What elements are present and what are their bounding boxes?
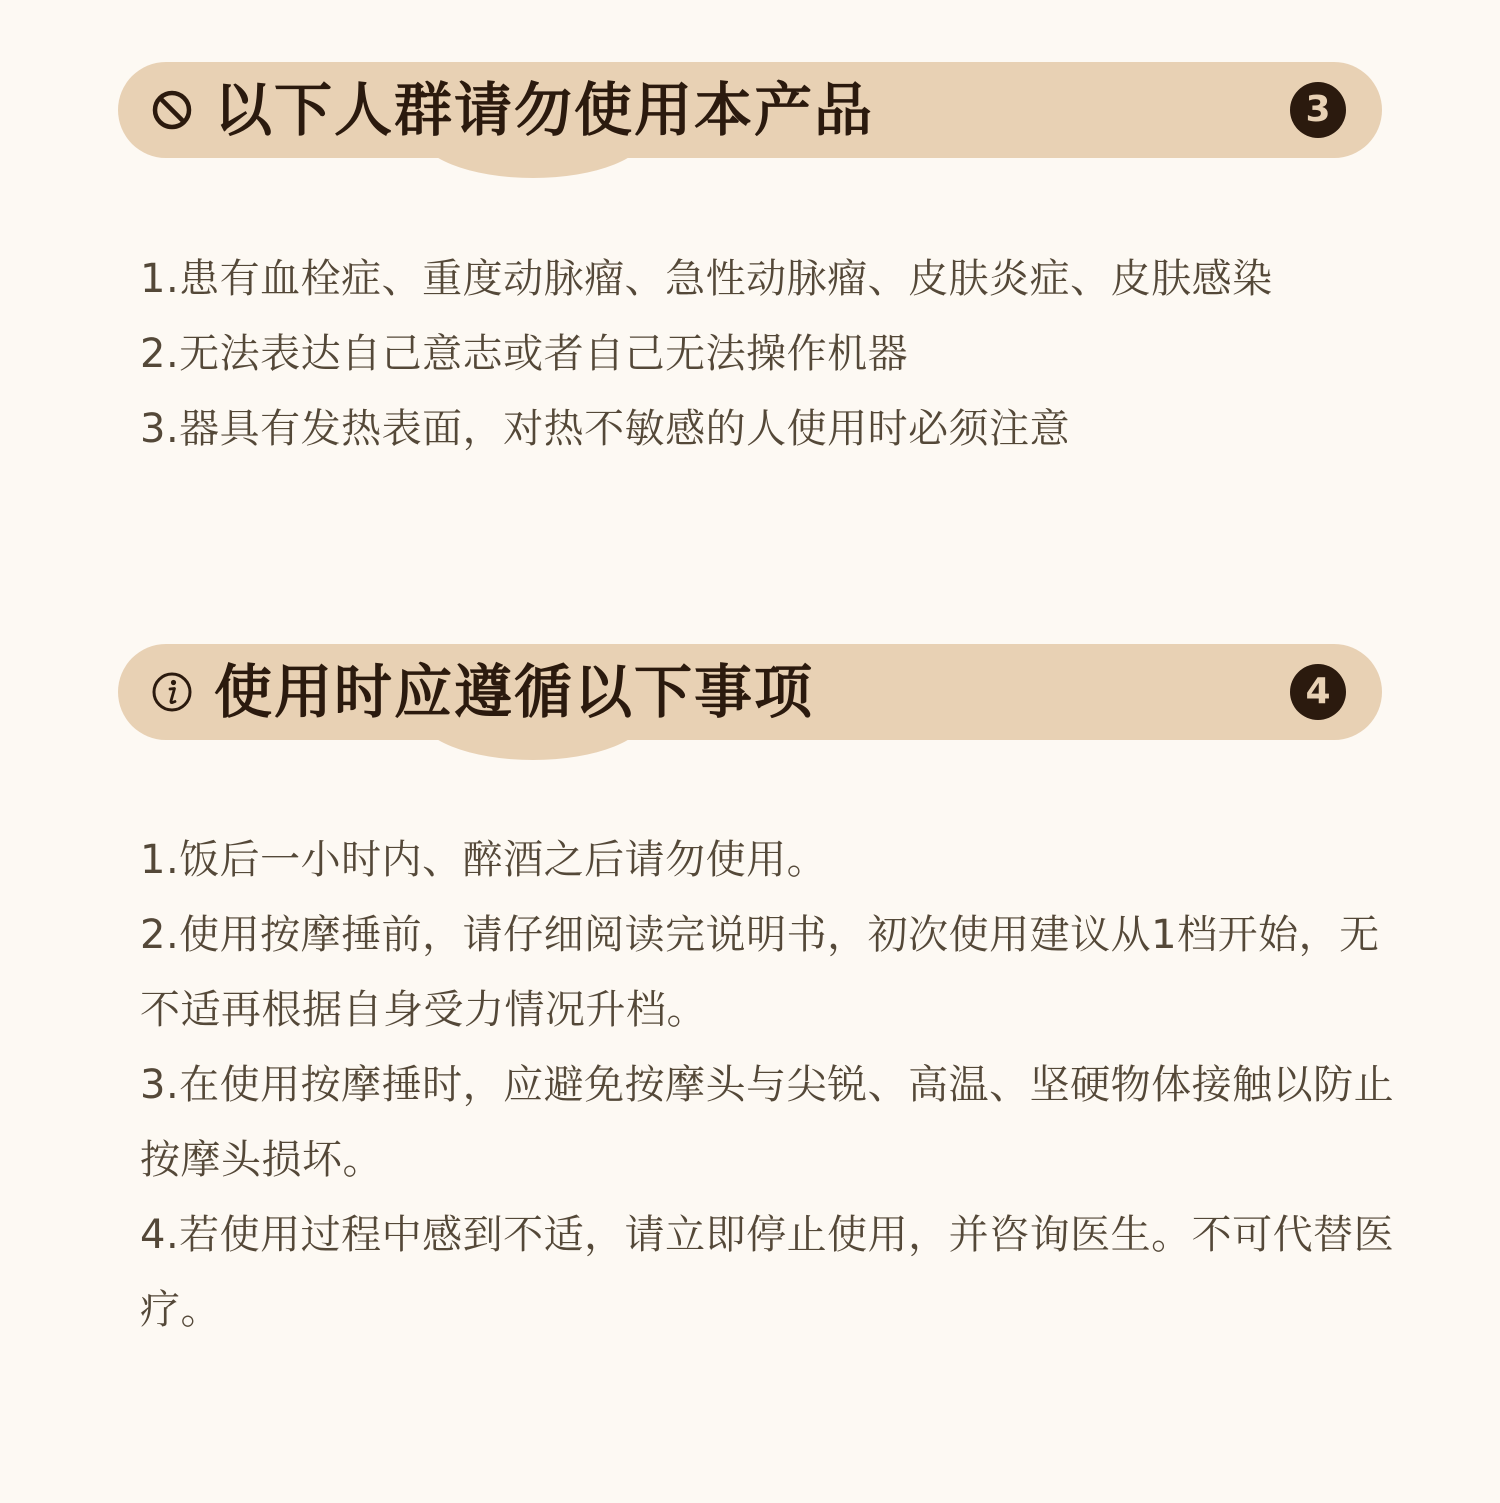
item-list: [140, 242, 1400, 467]
list-item: 2.使用按摩捶前，请仔细阅读完说明书，初次使用建议从1档开始，无不适再根据自身受力情况升档。: [140, 912, 1380, 1033]
section-header: [118, 62, 1382, 158]
info-icon: [150, 670, 194, 714]
list-item: 1.患有血栓症、重度动脉瘤、急性动脉瘤、皮肤炎症、皮肤感染: [140, 256, 1273, 302]
list-item: 3.在使用按摩捶时，应避免按摩头与尖锐、高温、坚硬物体接触以防止按摩头损坏。: [140, 1062, 1395, 1183]
list-item: 1.饭后一小时内、醉酒之后请勿使用。: [140, 837, 828, 883]
list-item: 3.器具有发热表面，对热不敏感的人使用时必须注意: [140, 406, 1071, 452]
section-title: 以下人群请勿使用本产品: [214, 76, 875, 144]
item-list: [140, 823, 1400, 1348]
section-title: 使用时应遵循以下事项: [214, 658, 815, 726]
list-item: 2.无法表达自己意志或者自己无法操作机器: [140, 331, 909, 377]
prohibited-icon: [150, 88, 194, 132]
section-header: [118, 644, 1382, 740]
section-number-badge: 4: [1290, 664, 1346, 720]
section-number-badge: 3: [1290, 82, 1346, 138]
list-item: 4.若使用过程中感到不适，请立即停止使用，并咨询医生。不可代替医疗。: [140, 1212, 1395, 1333]
